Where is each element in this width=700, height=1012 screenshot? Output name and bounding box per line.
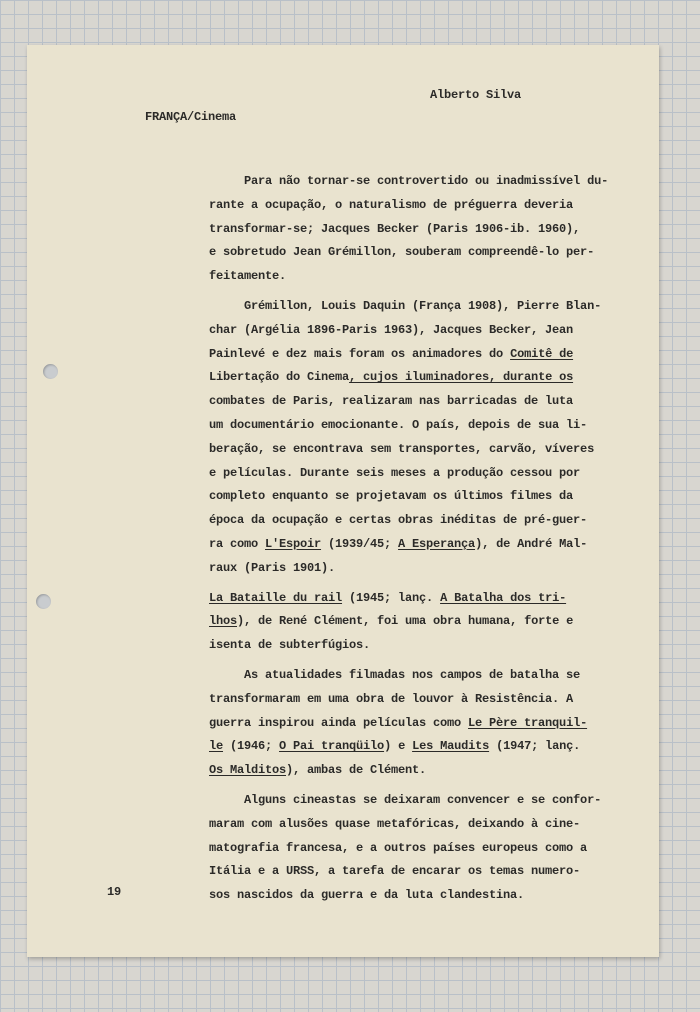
body-text [209, 170, 614, 908]
text-segment: beração, se encontrava sem transportes, carvão, víveres [209, 441, 595, 456]
text-segment: transformar-se; Jacques Becker (Paris 1906-ib. 1960), [209, 221, 581, 236]
text-line [209, 587, 614, 611]
text-line [209, 343, 614, 367]
text-line [209, 837, 614, 861]
underlined-title: lhos [209, 614, 238, 629]
author-name: Alberto Silva [430, 88, 522, 102]
text-line [209, 265, 614, 289]
text-line [209, 860, 614, 884]
punch-hole-bottom [36, 594, 51, 609]
document-topic: FRANÇA/Cinema [145, 110, 237, 124]
text-segment: ra como [209, 536, 266, 551]
underlined-title: , cujos iluminadores, durante os [349, 370, 574, 385]
underlined-title: le [209, 739, 224, 754]
text-line [209, 485, 614, 509]
text-line [209, 789, 614, 813]
text-line [209, 170, 614, 194]
text-segment: Alguns cineastas se deixaram convencer e se confor- [209, 792, 602, 807]
text-segment: raux (Paris 1901). [209, 560, 336, 575]
text-segment: Para não tornar-se controvertido ou inadmissível du- [209, 174, 609, 188]
text-line [209, 194, 614, 218]
text-segment: (1947; lanç. [489, 739, 581, 754]
text-line [209, 557, 614, 581]
underlined-title: Os Malditos [209, 763, 287, 778]
text-line [209, 610, 614, 634]
text-line [209, 813, 614, 837]
text-segment: feitamente. [209, 269, 287, 284]
underlined-title: Comitê de [510, 346, 574, 361]
text-segment: (1946; [223, 739, 280, 754]
text-line [209, 712, 614, 736]
text-segment: guerra inspirou ainda películas como [209, 715, 469, 730]
text-line [209, 688, 614, 712]
text-segment: ), ambas de Clément. [286, 763, 427, 778]
text-line [209, 366, 614, 390]
text-segment: Libertação do Cinema [209, 370, 350, 385]
text-segment: e sobretudo Jean Grémillon, souberam compreendê-lo per- [209, 245, 595, 260]
text-segment: maram com alusões quase metafóricas, deixando à cine- [209, 816, 581, 831]
text-segment: completo enquanto se projetavam os últimos filmes da [209, 489, 574, 504]
text-line [209, 533, 614, 557]
text-segment: (1945; lanç. [342, 590, 441, 605]
text-segment: char (Argélia 1896-Paris 1963), Jacques Becker, Jean [209, 322, 574, 337]
text-line [209, 241, 614, 265]
underlined-title: Les Maudits [412, 739, 490, 754]
text-segment: transformaram em uma obra de louvor à Resistência. A [209, 691, 574, 706]
underlined-title: A Batalha dos tri- [440, 590, 567, 605]
text-segment: rante a ocupação, o naturalismo de préguerra deveria [209, 197, 574, 212]
underlined-title: O Pai tranqüilo [279, 739, 385, 754]
punch-hole-top [43, 364, 58, 379]
text-line [209, 462, 614, 486]
text-line [209, 509, 614, 533]
text-segment: Itália e a URSS, a tarefa de encarar os temas numero- [209, 864, 581, 879]
text-segment: e películas. Durante seis meses a produção cessou por [209, 465, 581, 480]
text-line [209, 759, 614, 783]
text-segment: isenta de subterfúgios. [209, 638, 371, 653]
underlined-title: La Bataille du rail [209, 590, 343, 605]
text-line [209, 634, 614, 658]
text-segment: Painlevé e dez mais foram os animadores do [209, 346, 511, 361]
text-segment: sos nascidos da guerra e da luta clandestina. [209, 888, 525, 903]
text-line [209, 319, 614, 343]
text-segment: combates de Paris, realizaram nas barricadas de luta [209, 394, 574, 409]
text-line [209, 735, 614, 759]
underlined-title: L'Espoir [265, 536, 322, 551]
text-segment: Grémillon, Louis Daquin (França 1908), Pierre Blan- [209, 298, 602, 313]
text-line [209, 390, 614, 414]
underlined-title: A Esperança [398, 536, 476, 551]
text-segment: matografia francesa, e a outros países europeus como a [209, 840, 588, 855]
text-line [209, 664, 614, 688]
text-segment: época da ocupação e certas obras inéditas de pré-guer- [209, 513, 588, 528]
text-line [209, 295, 614, 319]
page-number: 19 [107, 885, 122, 899]
text-segment: ) e [384, 739, 413, 754]
text-segment: As atualidades filmadas nos campos de batalha se [209, 667, 581, 682]
text-segment: ), de André Mal- [475, 536, 588, 551]
text-segment: ), de René Clément, foi uma obra humana, forte e [237, 614, 574, 629]
underlined-title: Le Père tranquil- [468, 715, 588, 730]
text-line [209, 438, 614, 462]
text-line [209, 414, 614, 438]
text-line [209, 218, 614, 242]
text-line [209, 884, 614, 908]
text-segment: um documentário emocionante. O país, depois de sua li- [209, 417, 588, 432]
text-segment: (1939/45; [321, 536, 399, 551]
